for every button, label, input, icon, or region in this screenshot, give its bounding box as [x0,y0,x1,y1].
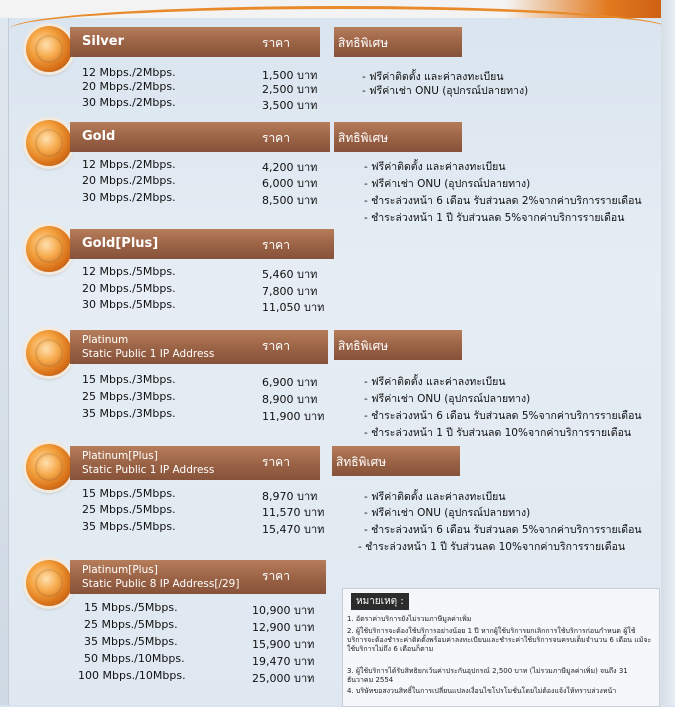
price-cell: 2,500 บาท [262,83,318,96]
price-cell: 8,970 บาท [262,490,318,503]
speed-cell: 30 Mbps./2Mbps. [82,191,176,204]
benefit-item: - ฟรีค่าเช่า ONU (อุปกรณ์ปลายทาง) [362,85,529,97]
privilege-header-bar [332,446,460,476]
speed-cell: 20 Mbps./5Mbps. [82,282,176,295]
price-header: ราคา [262,455,290,469]
package-name: Gold [82,129,116,144]
speed-cell: 20 Mbps./2Mbps. [82,174,176,187]
price-cell: 1,500 บาท [262,69,318,82]
speed-cell: 15 Mbps./5Mbps. [84,601,178,614]
benefit-item: - ชำระล่วงหน้า 1 ปี รับส่วนลด 10%จากค่าบริการรายเดือน [358,541,626,553]
price-cell: 11,900 บาท [262,410,325,423]
privilege-header: สิทธิพิเศษ [338,339,389,353]
benefit-item: - ฟรีค่าติดตั้ง และค่าลงทะเบียน [364,161,506,173]
speed-cell: 15 Mbps./3Mbps. [82,373,176,386]
medal-icon [26,120,72,166]
speed-cell: 35 Mbps./5Mbps. [84,635,178,648]
note-item: 3. ผู้ใช้บริการได้รับสิทธิยกเว้นค่าประกันอุปกรณ์ 2,500 บาท (ไม่รวมภาษีมูลค่าเพิ่ม) จนถึง 31 ธันวาคม 2554 [347,667,628,684]
package-name [82,563,239,591]
note-item: 4. บริษัทขอสงวนสิทธิ์ในการเปลี่ยนแปลงเงื่อนไขโปรโมชั่นโดยไม่ต้องแจ้งให้ทราบล่วงหน้า [347,687,617,695]
page-left-edge [0,18,9,705]
benefit-item: - ฟรีค่าเช่า ONU (อุปกรณ์ปลายทาง) [364,393,531,405]
medal-icon [26,226,72,272]
speed-cell: 12 Mbps./2Mbps. [82,158,176,171]
price-cell: 6,900 บาท [262,376,318,389]
price-cell: 7,800 บาท [262,285,318,298]
price-cell: 4,200 บาท [262,161,318,174]
medal-icon [26,26,72,72]
price-cell: 11,570 บาท [262,506,325,519]
package-header-bar [70,330,328,364]
package-name-line2: Static Public 1 IP Address [82,464,215,476]
benefit-item: - ฟรีค่าติดตั้ง และค่าลงทะเบียน [362,71,504,83]
package-header-bar [70,446,320,480]
privilege-header-bar [334,122,462,152]
package-header-bar [70,560,326,594]
price-header: ราคา [262,36,290,50]
note-item: 2. ผู้ใช้บริการจะต้องใช้บริการอย่างน้อย 1 ปี หากผู้ใช้บริการยกเลิกการใช้บริการก่อนกำหนด ผู้ใช้บริการจะต้องชำระค่าติดตั้งพร้อมค่าลงทะเบียนและชำระค่าใช้บริการจนครบเต็มจำนวน 6 เดือน แม้จะใช้บริการไม่ถึง 6 เดือนก็ตาม [347,627,652,653]
package-name-line1: Platinum [82,334,129,346]
notes-title: หมายเหตุ : [351,593,409,610]
price-cell: 10,900 บาท [252,604,315,617]
package-name [82,449,214,477]
benefit-item: - ชำระล่วงหน้า 6 เดือน รับส่วนลด 2%จากค่าบริการรายเดือน [364,195,642,207]
speed-cell: 100 Mbps./10Mbps. [78,669,186,682]
benefit-item: - ชำระล่วงหน้า 6 เดือน รับส่วนลด 5%จากค่าบริการรายเดือน [364,410,642,422]
benefit-item: - ฟรีค่าเช่า ONU (อุปกรณ์ปลายทาง) [364,507,531,519]
speed-cell: 15 Mbps./5Mbps. [82,487,176,500]
privilege-header-bar [334,27,462,57]
notes-box [342,588,660,707]
speed-cell: 30 Mbps./2Mbps. [82,96,176,109]
speed-cell: 25 Mbps./5Mbps. [82,503,176,516]
privilege-header: สิทธิพิเศษ [338,36,389,50]
price-cell: 3,500 บาท [262,99,318,112]
price-cell: 25,000 บาท [252,672,315,685]
benefit-item: - ฟรีค่าติดตั้ง และค่าลงทะเบียน [364,491,506,503]
package-header-bar [70,122,330,152]
price-cell: 11,050 บาท [262,301,325,314]
page-right-edge [661,0,675,705]
speed-cell: 25 Mbps./5Mbps. [84,618,178,631]
price-cell: 5,460 บาท [262,268,318,281]
medal-icon [26,444,72,490]
speed-cell: 50 Mbps./10Mbps. [84,652,185,665]
package-name-line1: Platinum[Plus] [82,450,158,462]
speed-cell: 20 Mbps./2Mbps. [82,80,176,93]
package-name-line2: Static Public 8 IP Address[/29] [82,578,240,590]
price-cell: 15,470 บาท [262,523,325,536]
privilege-header: สิทธิพิเศษ [336,455,387,469]
medal-icon [26,330,72,376]
price-cell: 12,900 บาท [252,621,315,634]
package-name-line1: Platinum[Plus] [82,564,158,576]
privilege-header: สิทธิพิเศษ [338,131,389,145]
speed-cell: 30 Mbps./5Mbps. [82,298,176,311]
price-cell: 6,000 บาท [262,177,318,190]
speed-cell: 35 Mbps./5Mbps. [82,520,176,533]
speed-cell: 25 Mbps./3Mbps. [82,390,176,403]
speed-cell: 12 Mbps./5Mbps. [82,265,176,278]
package-header-bar [70,27,320,57]
price-header: ราคา [262,569,290,583]
package-header-bar [70,229,334,259]
price-cell: 19,470 บาท [252,655,315,668]
privilege-header-bar [334,330,462,360]
package-name: Gold[Plus] [82,236,159,251]
speed-cell: 35 Mbps./3Mbps. [82,407,176,420]
price-cell: 15,900 บาท [252,638,315,651]
benefit-item: - ชำระล่วงหน้า 1 ปี รับส่วนลด 5%จากค่าบริการรายเดือน [364,212,625,224]
package-name: Silver [82,34,124,49]
price-cell: 8,900 บาท [262,393,318,406]
note-item: 1. อัตราค่าบริการยังไม่รวมภาษีมูลค่าเพิ่ม [347,615,472,623]
package-name-line2: Static Public 1 IP Address [82,348,215,360]
benefit-item: - ฟรีค่าติดตั้ง และค่าลงทะเบียน [364,376,506,388]
medal-icon [26,560,72,606]
price-cell: 8,500 บาท [262,194,318,207]
package-name [82,333,214,361]
benefit-item: - ชำระล่วงหน้า 6 เดือน รับส่วนลด 5%จากค่าบริการรายเดือน [364,524,642,536]
speed-cell: 12 Mbps./2Mbps. [82,66,176,79]
price-header: ราคา [262,238,290,252]
price-header: ราคา [262,339,290,353]
price-header: ราคา [262,131,290,145]
benefit-item: - ฟรีค่าเช่า ONU (อุปกรณ์ปลายทาง) [364,178,531,190]
benefit-item: - ชำระล่วงหน้า 1 ปี รับส่วนลด 10%จากค่าบริการรายเดือน [364,427,632,439]
